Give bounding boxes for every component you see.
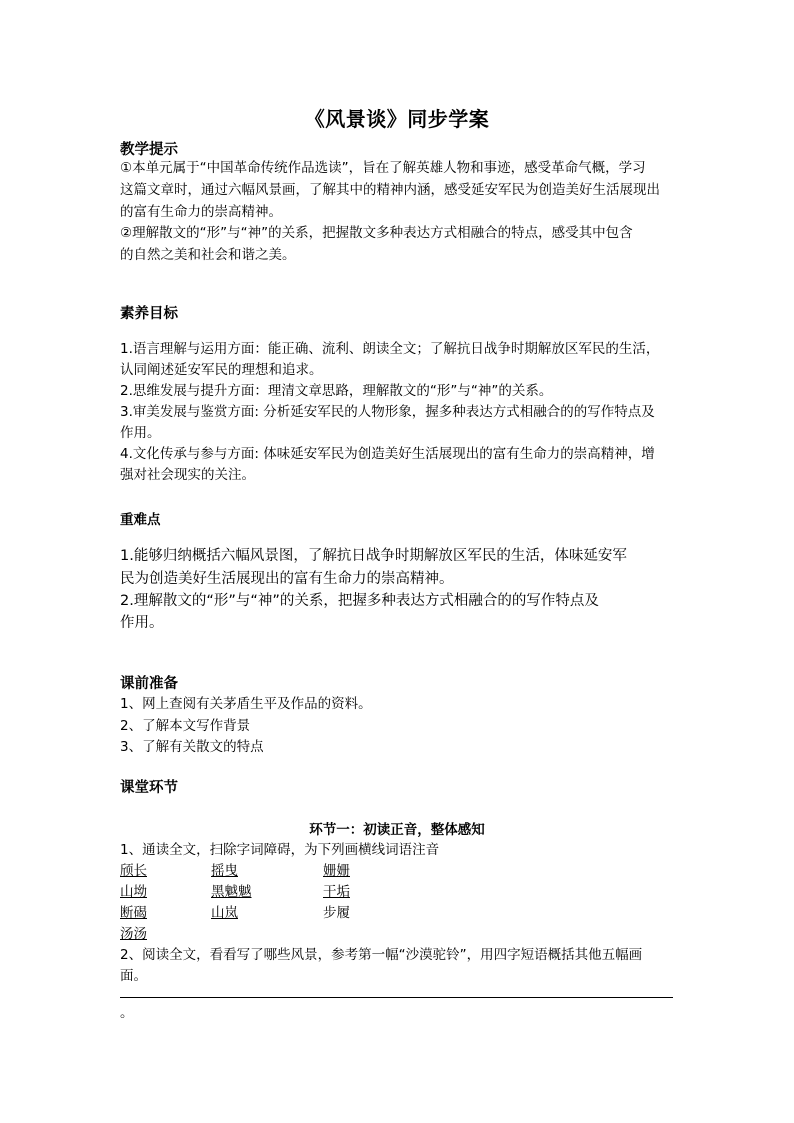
key-points-heading: 重难点 (120, 512, 161, 528)
vocab-word: 步履 (323, 905, 350, 921)
vocab-word: 汤汤 (120, 926, 147, 942)
classroom-heading: 课堂环节 (120, 780, 178, 796)
teaching-tips-line: ①本单元属于“中国革命传统作品选读”，旨在了解英雄人物和事迹，感受革命气概，学习 (120, 160, 646, 176)
literacy-goals-line: 3.审美发展与鉴赏方面: 分析延安军民的人物形象，握多种表达方式相融合的的写作特点及 (120, 404, 655, 420)
vocab-word: 颀长 (120, 863, 147, 879)
teaching-tips-line: 的富有生命力的崇高精神。 (120, 204, 282, 220)
key-points-line: 作用。 (120, 615, 164, 631)
literacy-goals-line: 1.语言理解与运用方面：能正确、流利、朗读全文；了解抗日战争时期解放区军民的生活， (120, 341, 660, 357)
section-title: 环节一：初读正音，整体感知 (309, 822, 485, 838)
teaching-tips-line: 的自然之美和社会和谐之美。 (120, 247, 296, 263)
preparation-heading: 课前准备 (120, 676, 178, 692)
teaching-tips-line: ②理解散文的“形”与“神”的关系，把握散文多种表达方式相融合的特点，感受其中包含 (120, 225, 633, 241)
preparation-item: 1、网上查阅有关茅盾生平及作品的资料。 (120, 696, 372, 712)
preparation-item: 2、了解本文写作背景 (120, 718, 251, 734)
vocab-word: 断碣 (120, 905, 147, 921)
vocab-word: 黑魆魆 (211, 884, 252, 900)
vocab-word: 山坳 (120, 884, 147, 900)
vocab-word: 姗姗 (323, 863, 350, 879)
key-points-line: 2.理解散文的“形”与“神”的关系，把握多种表达方式相融合的的写作特点及 (120, 593, 599, 609)
key-points-line: 1.能够归纳概括六幅风景图，了解抗日战争时期解放区军民的生活，体味延安军 (120, 548, 627, 564)
question-1: 1、通读全文，扫除字词障碍，为下列画横线词语注音 (120, 842, 440, 858)
end-mark: 。 (120, 1005, 134, 1021)
preparation-item: 3、了解有关散文的特点 (120, 739, 264, 755)
literacy-goals-line: 认同阐述延安军民的理想和追求。 (120, 362, 323, 378)
literacy-goals-line: 4.文化传承与参与方面: 体味延安军民为创造美好生活展现出的富有生命力的崇高精神，增 (120, 446, 655, 462)
key-points-line: 民为创造美好生活展现出的富有生命力的崇高精神。 (120, 571, 454, 587)
literacy-goals-heading: 素养目标 (120, 306, 178, 322)
vocab-word: 摇曳 (211, 863, 238, 879)
answer-line[interactable] (120, 997, 673, 998)
question-2-line: 2、阅读全文，看看写了哪些风景，参考第一幅“沙漠驼铃”，用四字短语概括其他五幅画 (120, 947, 643, 963)
literacy-goals-line: 2.思维发展与提升方面：理清文章思路，理解散文的“形”与“神”的关系。 (120, 383, 553, 399)
teaching-tips-heading: 教学提示 (120, 142, 178, 158)
vocab-word: 山岚 (211, 905, 238, 921)
page-title: 《风景谈》同步学案 (304, 107, 490, 131)
teaching-tips-line: 这篇文章时，通过六幅风景画，了解其中的精神内涵，感受延安军民为创造美好生活展现出 (120, 182, 660, 198)
vocab-word: 干垢 (323, 884, 350, 900)
question-2-line: 面。 (120, 968, 147, 984)
literacy-goals-line: 作用。 (120, 425, 161, 441)
literacy-goals-line: 强对社会现实的关注。 (120, 467, 255, 483)
